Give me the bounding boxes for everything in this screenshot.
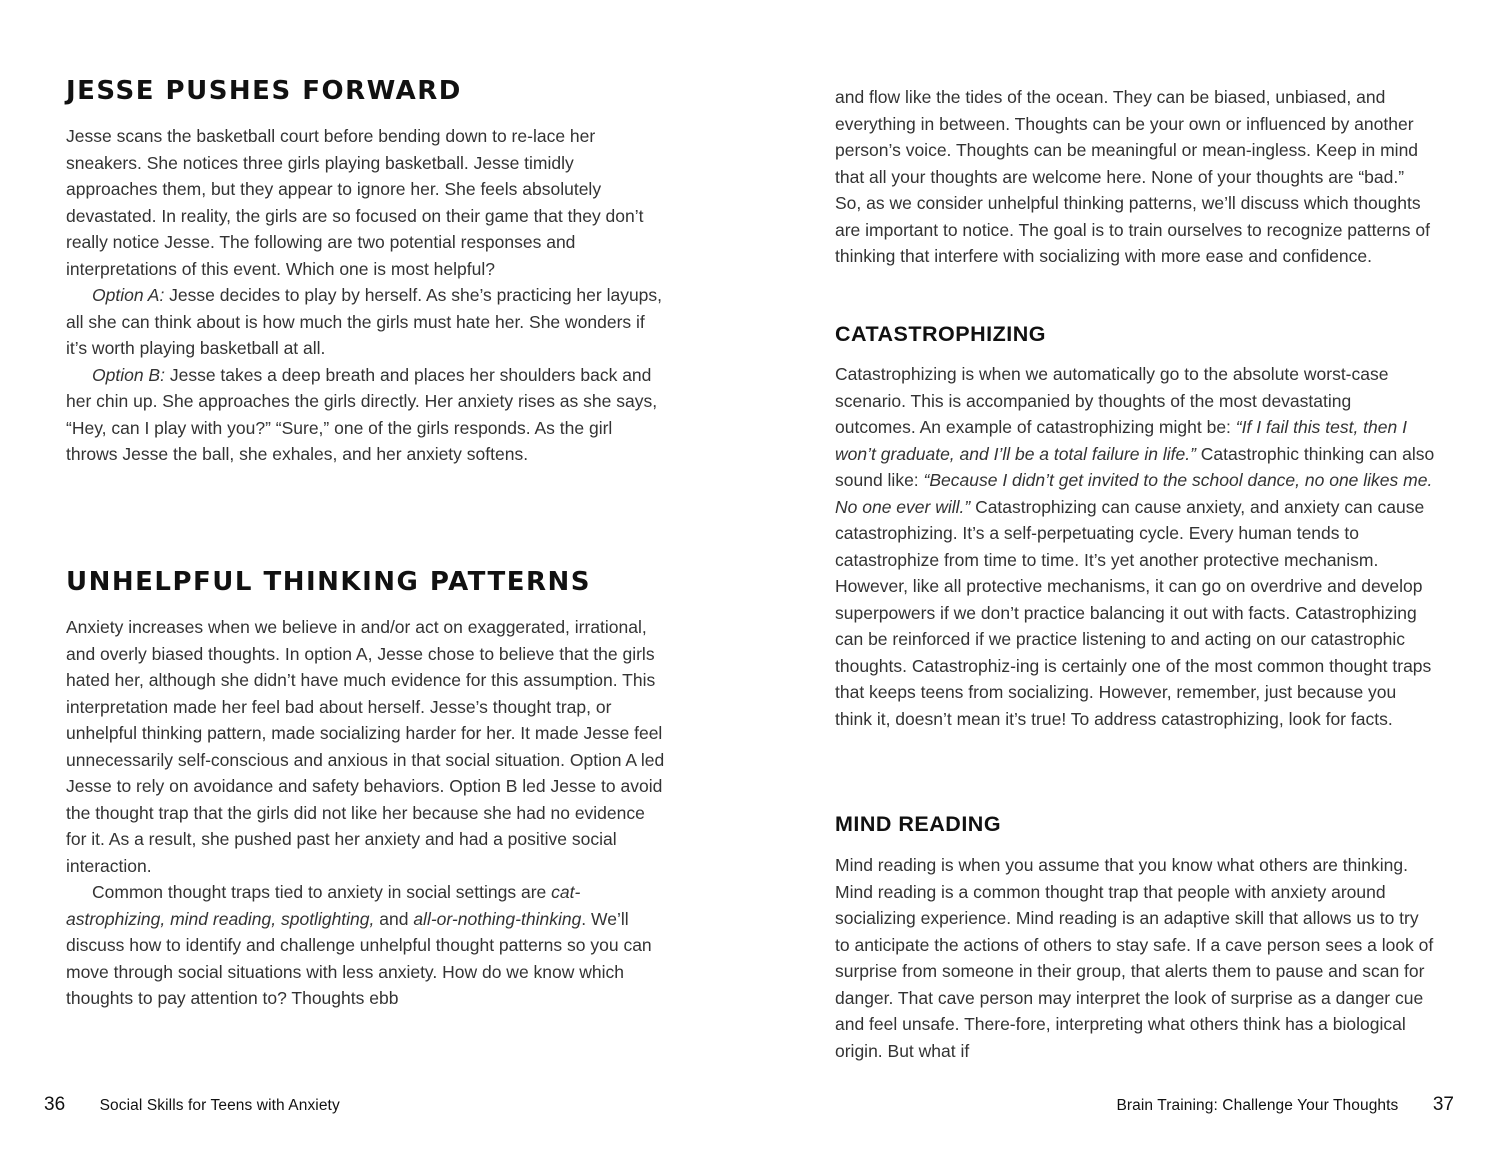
italic-example-test: “If I fail this test, then I won’t graduate, and I’ll be a total failure in life.”	[835, 417, 1407, 464]
catastrophizing-text	[835, 361, 1435, 732]
heading-catastrophizing: CATASTROPHIZING	[835, 322, 1046, 346]
heading-unhelpful-thinking-patterns: UNHELPFUL THINKING PATTERNS	[66, 567, 592, 597]
paragraph-option-b	[66, 362, 666, 468]
paragraph-intro: Jesse scans the basketball court before bending down to re-lace her sneakers. She notices three girls playing basketball. Jesse timidly approaches them, but they appear to ignore her. She feels absolutely devastated. In reality, the girls are so focused on their game that they don’t really notice Jesse. The following are two potential responses and interpretations of this event. Which one is most helpful?	[66, 126, 644, 279]
option-b-text: Jesse takes a deep breath and places her shoulders back and her chin up. She approaches the girls directly. Her anxiety rises as she says, “Hey, can I play with you?” “Sure,” one of the girls responds. As the girl throws Jesse the ball, she exhales, and her anxiety softens.	[66, 364, 658, 464]
text-segment: . We’ll discuss how to identify and challenge unhelpful thought patterns so you can move through social situations with less anxiety. How do we know which thoughts to pay attention to? Thoughts ebb	[66, 908, 652, 1008]
paragraph-mind-reading: Mind reading is when you assume that you know what others are thinking. Mind reading is a common thought trap that people with anxiety around socializing experience. Mind reading is an adaptive skill that allows us to try to anticipate the actions of others to stay safe. If a cave person sees a look of surprise from someone in their group, that alerts them to pause and scan for danger. That cave person may interpret the look of surprise as a danger cue and feel unsafe. There-fore, interpreting what others think has a biological origin. But what if	[835, 855, 1434, 1061]
option-a-label: Option A:	[92, 285, 165, 305]
jesse-story-text	[66, 123, 666, 468]
heading-jesse-pushes-forward: JESSE PUSHES FORWARD	[66, 76, 462, 106]
paragraph-anxiety-increases: Anxiety increases when we believe in and/or act on exaggerated, irrational, and overly biased thoughts. In option A, Jesse chose to believe that the girls hated her, although she didn’t have much evidence for this assumption. This interpretation made her feel bad about herself. Jesse’s thought trap, or unhelpful thinking pattern, made socializing harder for her. It made Jesse feel unnecessarily self-conscious and anxious in that social situation. Option A led Jesse to rely on avoidance and safety behaviors. Option B led Jesse to avoid the thought trap that the girls did not like her because she had no evidence for it. As a result, she pushed past her anxiety and had a positive social interaction.	[66, 617, 665, 876]
paragraph-thoughts-ebb-flow: and flow like the tides of the ocean. They can be biased, unbiased, and everything in between. Thoughts can be your own or influenced by another person’s voice. Thoughts can be meaningful or mean-ingless. Keep in mind that all your thoughts are welcome here. None of your thoughts are “bad.” So, as we consider unhelpful thinking patterns, we’ll discuss which thoughts are important to notice. The goal is to train ourselves to recognize patterns of thinking that interfere with socializing with more ease and confidence.	[835, 87, 1430, 266]
italic-trap-list: cat-astrophizing, mind reading, spotlighting,	[66, 882, 581, 929]
right-footer	[1116, 1094, 1454, 1116]
italic-all-or-nothing: all-or-nothing-thinking	[413, 908, 582, 929]
text-segment: Catastrophic thinking can also sound like:	[835, 443, 1435, 490]
running-head-chapter-title: Brain Training: Challenge Your Thoughts	[1116, 1097, 1399, 1114]
thoughts-continuation-text	[835, 84, 1435, 270]
italic-example-dance: “Because I didn’t get invited to the school dance, no one likes me. No one ever will.”	[835, 470, 1433, 517]
option-a-text: Jesse decides to play by herself. As she’s practicing her layups, all she can think about is how much the girls must hate her. She wonders if it’s worth playing basketball at all.	[66, 285, 663, 358]
running-head-book-title: Social Skills for Teens with Anxiety	[99, 1097, 340, 1114]
text-segment: Catastrophizing is when we automatically go to the absolute worst-case scenario. This is accompanied by thoughts of the most devastating outcomes. An example of catastrophizing might be:	[835, 364, 1389, 437]
text-segment: Common thought traps tied to anxiety in social settings are	[92, 882, 552, 902]
left-footer	[44, 1094, 340, 1116]
paragraph-common-thought-traps	[66, 879, 666, 1012]
text-segment: and	[374, 908, 414, 929]
page-number-right: 37	[1432, 1094, 1454, 1115]
paragraph-option-a	[66, 282, 666, 362]
mind-reading-text	[835, 852, 1435, 1064]
page-number-left: 36	[44, 1094, 66, 1115]
paragraph-catastrophizing	[835, 361, 1435, 732]
heading-mind-reading: MIND READING	[835, 812, 1002, 836]
option-b-label: Option B:	[92, 364, 165, 385]
text-segment: Catastrophizing can cause anxiety, and anxiety can cause catastrophizing. It’s a self-perpetuating cycle. Every human tends to catastrophize from time to time. It’s yet another protective mechanism. However, like all protective mechanisms, it can go on overdrive and develop superpowers if we don’t practice balancing it out with facts. Catastrophizing can be reinforced if we practice listening to and acting on our catastrophic thoughts. Catastrophiz-ing is certainly one of the most common thought traps that keeps teens from socializing. However, remember, just because you think it, doesn’t mean it’s true! To address catastrophizing, look for facts.	[835, 496, 1432, 729]
unhelpful-thinking-text	[66, 614, 666, 1012]
